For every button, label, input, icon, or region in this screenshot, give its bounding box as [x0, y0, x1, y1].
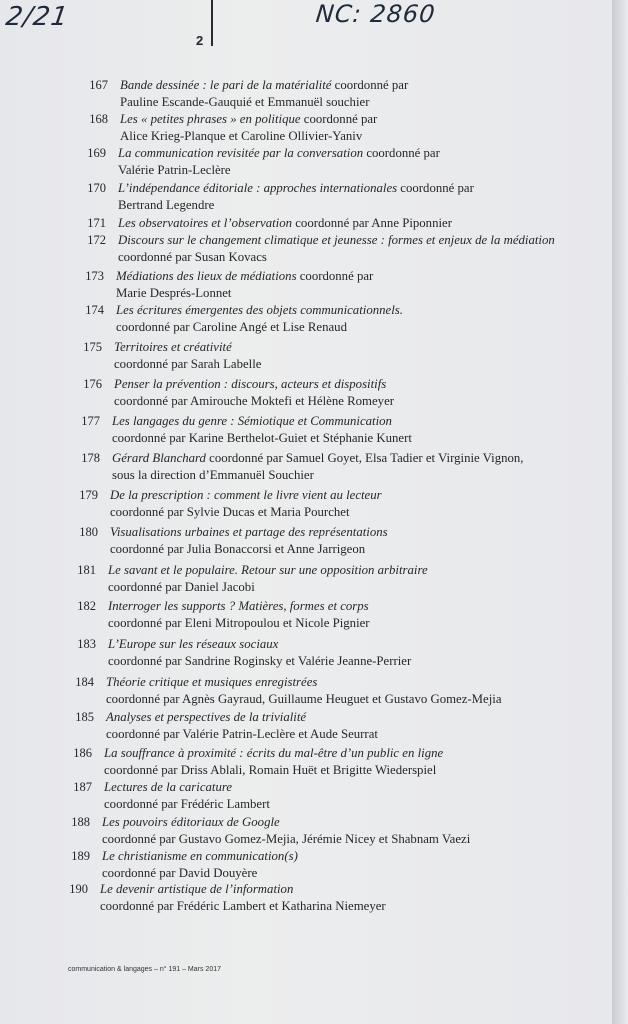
issue-number: 170	[87, 181, 106, 195]
issue-title: Bande dessinée : le pari de la matérialité	[120, 78, 332, 92]
issue-editors: coordonné par Valérie Patrin-Leclère et Aude Seurrat	[106, 727, 378, 741]
issue-editors: coordonné par Eleni Mitropoulou et Nicole Pignier	[108, 616, 370, 630]
issue-number: 186	[73, 746, 92, 760]
issue-editors: coordonné par Amirouche Moktefi et Hélène Romeyer	[114, 394, 395, 408]
issue-number: 172	[87, 233, 106, 247]
handwritten-reference: NC: 2860	[314, 0, 437, 28]
issue-title: La souffrance à proximité : écrits du mal-être d’un public en ligne	[104, 746, 444, 760]
issue-number: 177	[81, 414, 100, 428]
issue-editors: Bertrand Legendre	[118, 198, 215, 212]
issue-number: 174	[85, 303, 104, 317]
issue-text	[102, 814, 470, 848]
issue-number: 189	[71, 849, 90, 863]
issue-title: Les écritures émergentes des objets communicationnels.	[116, 303, 403, 317]
issue-editors: Pauline Escande-Gauquié et Emmanuël souchier	[120, 95, 370, 109]
issue-editor-inline: coordonné par	[331, 78, 409, 92]
issue-title: Analyses et perspectives de la trivialité	[106, 710, 307, 724]
issue-title: Les langages du genre : Sémiotique et Communication	[112, 414, 392, 428]
issue-text	[116, 302, 403, 336]
issue-title: Les « petites phrases » en politique	[120, 112, 301, 126]
issue-title: Territoires et créativité	[114, 340, 232, 354]
issue-text	[112, 450, 524, 484]
issue-number: 184	[75, 675, 94, 689]
issue-editors: coordonné par Susan Kovacs	[118, 250, 267, 264]
issue-text	[106, 709, 378, 743]
issue-number: 173	[85, 269, 104, 283]
issue-number: 169	[87, 146, 106, 160]
issue-title: Penser la prévention : discours, acteurs et dispositifs	[114, 377, 387, 391]
issue-title: Lectures de la caricature	[104, 780, 233, 794]
issue-editors: coordonné par Caroline Angé et Lise Renaud	[116, 320, 347, 334]
issue-title: Visualisations urbaines et partage des représentations	[110, 525, 388, 539]
issue-number: 185	[75, 710, 94, 724]
issue-number: 176	[83, 377, 102, 391]
issue-text	[110, 487, 382, 521]
issue-editor-inline: coordonné par	[296, 269, 374, 283]
issue-editors: coordonné par Daniel Jacobi	[108, 580, 255, 594]
issue-editors: coordonné par Julia Bonaccorsi et Anne Jarrigeon	[110, 542, 366, 556]
issue-editors: coordonné par Sarah Labelle	[114, 357, 262, 371]
issue-text	[108, 636, 411, 670]
issue-number: 178	[81, 451, 100, 465]
issue-editors: coordonné par Sandrine Roginsky et Valérie Jeanne-Perrier	[108, 654, 412, 668]
issue-text	[102, 848, 298, 882]
issue-title: Le christianisme en communication(s)	[102, 849, 298, 863]
issue-text	[100, 881, 386, 915]
issue-editors: coordonné par Karine Berthelot-Guiet et Stéphanie Kunert	[112, 431, 412, 445]
issue-number: 188	[71, 815, 90, 829]
footer-journal-info: communication & langages – n° 191 – Mars 2017	[68, 966, 222, 973]
issue-editor-inline: coordonné par	[300, 112, 378, 126]
issue-editors: coordonné par Agnès Gayraud, Guillaume Heuguet et Gustavo Gomez-Mejia	[106, 692, 502, 706]
issue-title: L’Europe sur les réseaux sociaux	[108, 637, 279, 651]
issue-title: Discours sur le changement climatique et jeunesse : formes et enjeux de la médiation	[118, 233, 555, 247]
issue-number: 167	[89, 78, 108, 92]
issue-editors: coordonné par David Douyère	[102, 866, 258, 880]
issue-editors: coordonné par Frédéric Lambert et Katharina Niemeyer	[100, 899, 386, 913]
issue-text	[114, 376, 394, 410]
issue-editor-inline: coordonné par Anne Piponnier	[292, 216, 452, 230]
issue-text	[118, 145, 440, 179]
issue-number: 183	[77, 637, 96, 651]
issue-editors: Alice Krieg-Planque et Caroline Ollivier-Yaniv	[120, 129, 363, 143]
issue-number: 171	[87, 216, 106, 230]
issue-text	[110, 524, 388, 558]
issue-text	[116, 268, 373, 302]
issue-text	[120, 111, 377, 145]
issue-editors: coordonné par Sylvie Ducas et Maria Pourchet	[110, 505, 350, 519]
issue-editors: Marie Després-Lonnet	[116, 286, 232, 300]
issue-text	[118, 180, 474, 214]
issue-title: Les pouvoirs éditoriaux de Google	[102, 815, 280, 829]
issue-text	[120, 77, 408, 111]
issue-editors: coordonné par Gustavo Gomez-Mejia, Jérémie Nicey et Shabnam Vaezi	[102, 832, 471, 846]
issue-title: Le devenir artistique de l’information	[100, 882, 294, 896]
issue-text	[108, 562, 428, 596]
issue-number: 181	[77, 563, 96, 577]
issue-number: 190	[69, 882, 88, 896]
issue-text	[104, 779, 270, 813]
issue-editor-inline: coordonné par	[363, 146, 440, 160]
issue-title: Gérard Blanchard	[112, 451, 206, 465]
issue-title: Médiations des lieux de médiations	[116, 269, 297, 283]
issue-number: 179	[79, 488, 98, 502]
issue-number: 168	[89, 112, 108, 126]
issue-text	[114, 339, 261, 373]
issue-number: 175	[83, 340, 102, 354]
issue-editors: Valérie Patrin-Leclère	[118, 163, 231, 177]
issue-number: 180	[79, 525, 98, 539]
issue-editor-inline: coordonné par	[397, 181, 474, 195]
issue-text	[108, 598, 370, 632]
issue-editor-inline: coordonné par Samuel Goyet, Elsa Tadier et Virginie Vignon,	[205, 451, 524, 465]
issue-title: L’indépendance éditoriale : approches internationales	[118, 181, 398, 195]
issue-text	[118, 215, 452, 232]
issue-editors: sous la direction d’Emmanuël Souchier	[112, 468, 314, 482]
issue-editors: coordonné par Frédéric Lambert	[104, 797, 270, 811]
issue-editors: coordonné par Driss Ablali, Romain Huët et Brigitte Wiederspiel	[104, 763, 437, 777]
issue-title: Interroger les supports ? Matières, formes et corps	[108, 599, 369, 613]
issue-text	[118, 232, 555, 266]
page-edge	[612, 0, 628, 1024]
issue-number: 182	[77, 599, 96, 613]
handwritten-date: 2/21	[3, 2, 71, 32]
issue-title: Les observatoires et l’observation	[118, 216, 293, 230]
issue-text	[104, 745, 443, 779]
issue-title: La communication revisitée par la conversation	[118, 146, 364, 160]
issue-title: De la prescription : comment le livre vient au lecteur	[110, 488, 382, 502]
issue-number: 187	[73, 780, 92, 794]
issue-title: Théorie critique et musiques enregistrées	[106, 675, 318, 689]
page-number: 2	[196, 33, 204, 48]
issue-title: Le savant et le populaire. Retour sur une opposition arbitraire	[108, 563, 428, 577]
issue-text	[106, 674, 502, 708]
margin-rule	[211, 0, 213, 46]
issue-text	[112, 413, 412, 447]
